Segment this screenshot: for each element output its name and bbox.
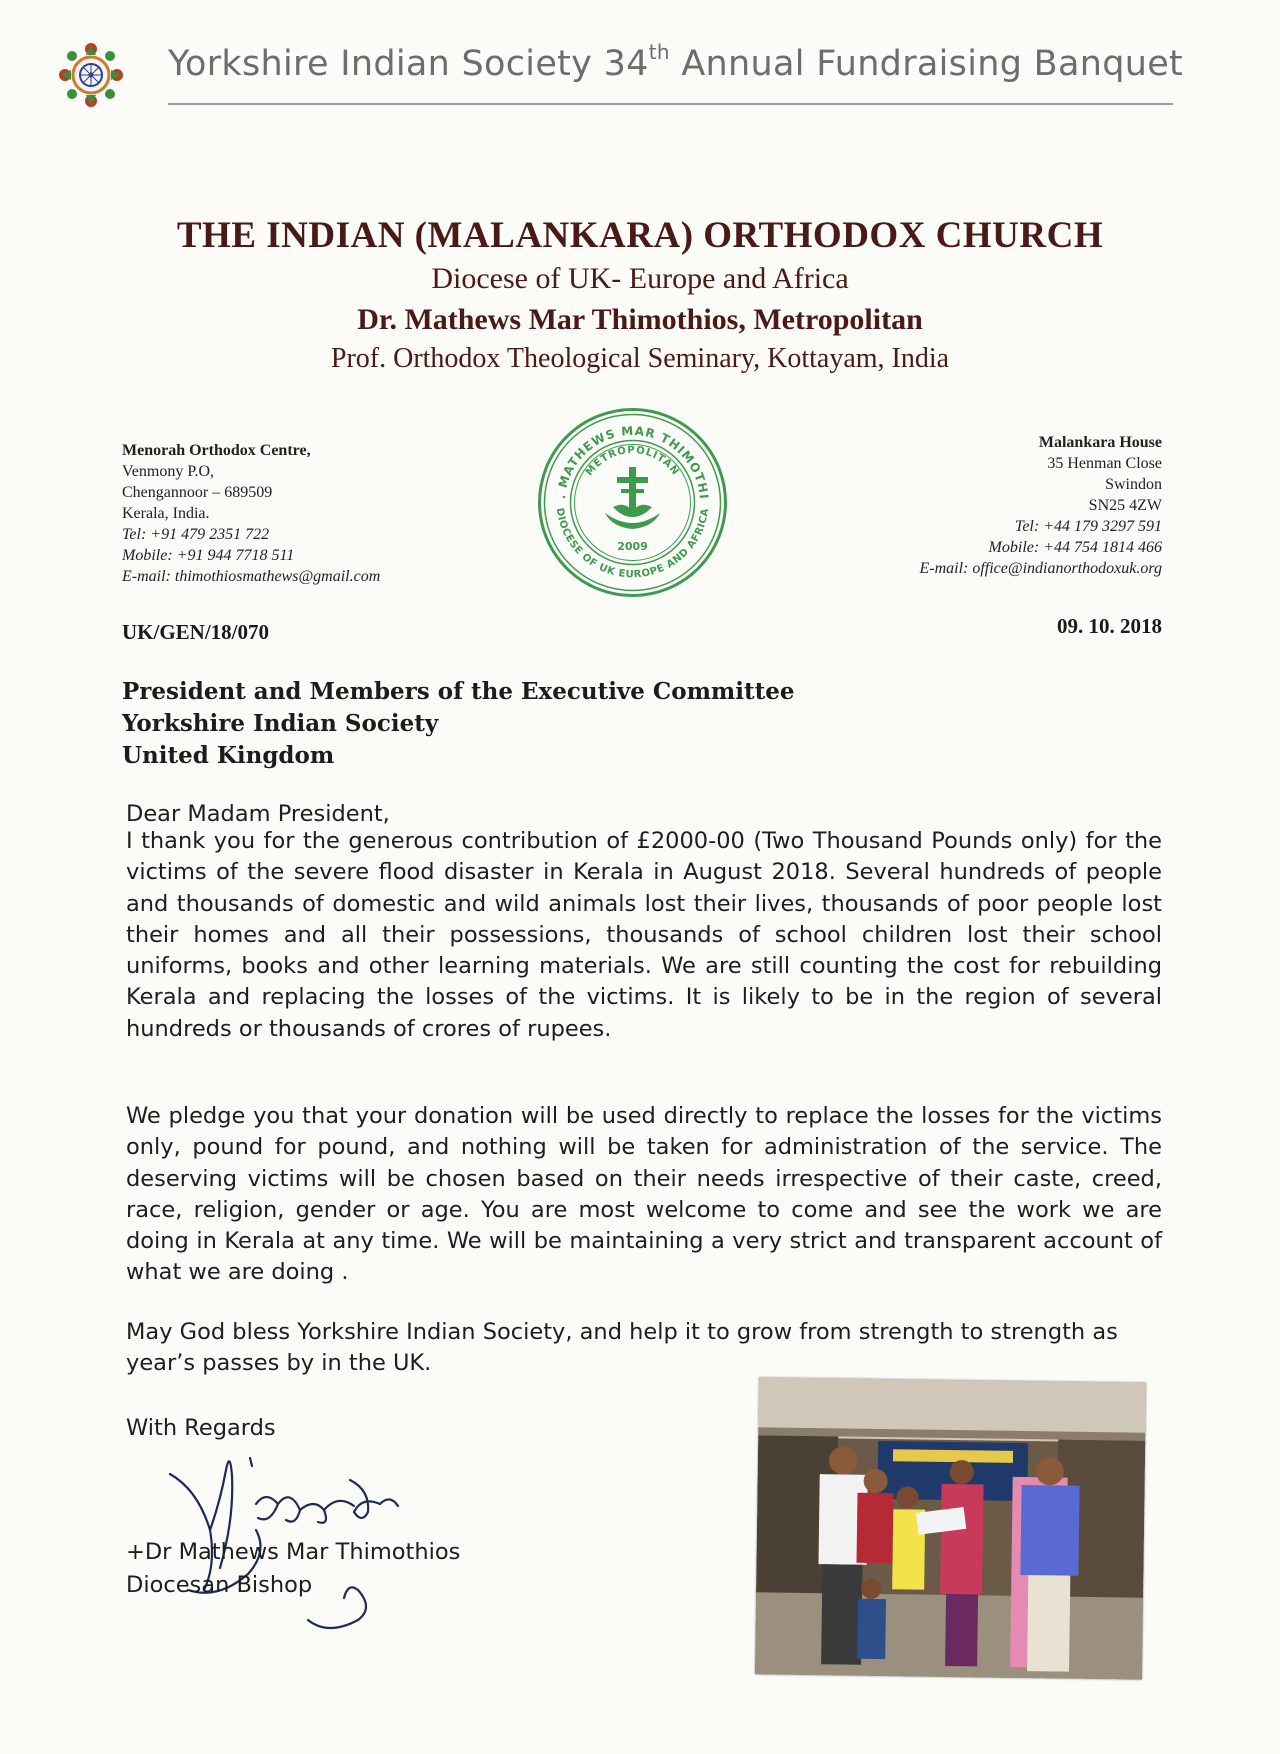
svg-text:DIOCESE OF UK EUROPE AND AFRIC: DIOCESE OF UK EUROPE AND AFRICA: [553, 507, 712, 581]
address-right-tel: Tel: +44 179 3297 591: [1014, 518, 1162, 535]
banner-logo-icon: [56, 40, 126, 110]
address-right-mobile: Mobile: +44 754 1814 466: [988, 539, 1162, 556]
svg-text:2009: 2009: [617, 540, 648, 553]
letter-date: 09. 10. 2018: [1057, 614, 1162, 638]
professor-title: Prof. Orthodox Theological Seminary, Kottayam, India: [330, 343, 950, 374]
address-right-line1: 35 Henman Close: [1047, 455, 1162, 472]
reference-number: UK/GEN/18/070: [122, 620, 270, 644]
address-left-line2: Chengannoor – 689509: [122, 484, 273, 501]
signatory-title: Diocesan Bishop: [126, 1572, 313, 1598]
paragraph-2: We pledge you that your donation will be used directly to replace the losses for the victims only, pound for pound, and nothing will be taken for administration of the service. The deserving victims will be chosen based on their needs irrespective of their caste, creed, race, religion, gender or age. You are most welcome to come and see the work we are doing in Kerala at any time. We will be maintaining a very strict and transparent account of what we are doing .: [126, 1103, 1162, 1286]
address-left: [122, 440, 380, 587]
address-right-line2: Swindon: [1105, 476, 1162, 493]
banner-title: Yorkshire Indian Society 34th Annual Fundraising Banquet: [168, 40, 1184, 84]
metropolitan-name: Dr. Mathews Mar Thimothios, Metropolitan: [357, 303, 923, 336]
recipient-line3: United Kingdom: [122, 742, 335, 769]
address-left-line1: Venmony P.O,: [122, 463, 215, 480]
closing: With Regards: [126, 1415, 276, 1441]
address-right: [919, 432, 1162, 579]
address-left-name: Menorah Orthodox Centre,: [122, 442, 311, 459]
address-left-tel: Tel: +91 479 2351 722: [122, 526, 270, 543]
salutation: Dear Madam President,: [126, 801, 390, 827]
address-left-email: E-mail: thimothiosmathews@gmail.com: [122, 568, 381, 585]
diocese-name: Diocese of UK- Europe and Africa: [431, 262, 849, 295]
recipient-block: [122, 676, 795, 772]
recipient-line2: Yorkshire Indian Society: [122, 710, 439, 737]
address-right-line3: SN25 4ZW: [1088, 497, 1162, 514]
paragraph-3: May God bless Yorkshire Indian Society, and help it to grow from strength to strength as year’s passes by in the UK.: [126, 1319, 1118, 1377]
cheque-presentation-photo: [755, 1377, 1146, 1679]
svg-text:METROPOLITAN: METROPOLITAN: [584, 444, 681, 478]
church-name: THE INDIAN (MALANKARA) ORTHODOX CHURCH: [176, 215, 1104, 256]
recipient-line1: President and Members of the Executive Committee: [122, 678, 795, 705]
signatory-name: +Dr Mathews Mar Thimothios: [126, 1539, 461, 1565]
address-left-mobile: Mobile: +91 944 7718 511: [122, 547, 295, 564]
address-right-name: Malankara House: [1038, 434, 1162, 451]
paragraph-1: I thank you for the generous contribution of £2000-00 (Two Thousand Pounds only) for the victims of the severe flood disaster in Kerala in August 2018. Several hundreds of people and thousands of domestic and wild animals lost their lives, thousands of poor people lost their homes and all their possessions, thousands of school children lost their school uniforms, books and other learning materials. We are still counting the cost for rebuilding Kerala and replacing the losses of the victims. It is likely to be in the region of several hundreds or thousands of crores of rupees.: [126, 828, 1162, 1042]
banner-divider: [168, 103, 1173, 105]
svg-text:DR. MATHEWS MAR THIMOTHIOS: . MATHEWS MAR THIMOTHI: [554, 423, 711, 501]
address-left-line3: Kerala, India.: [122, 505, 210, 522]
address-right-email: E-mail: office@indianorthodoxuk.org: [919, 560, 1162, 577]
metropolitan-seal-icon: [535, 405, 730, 600]
